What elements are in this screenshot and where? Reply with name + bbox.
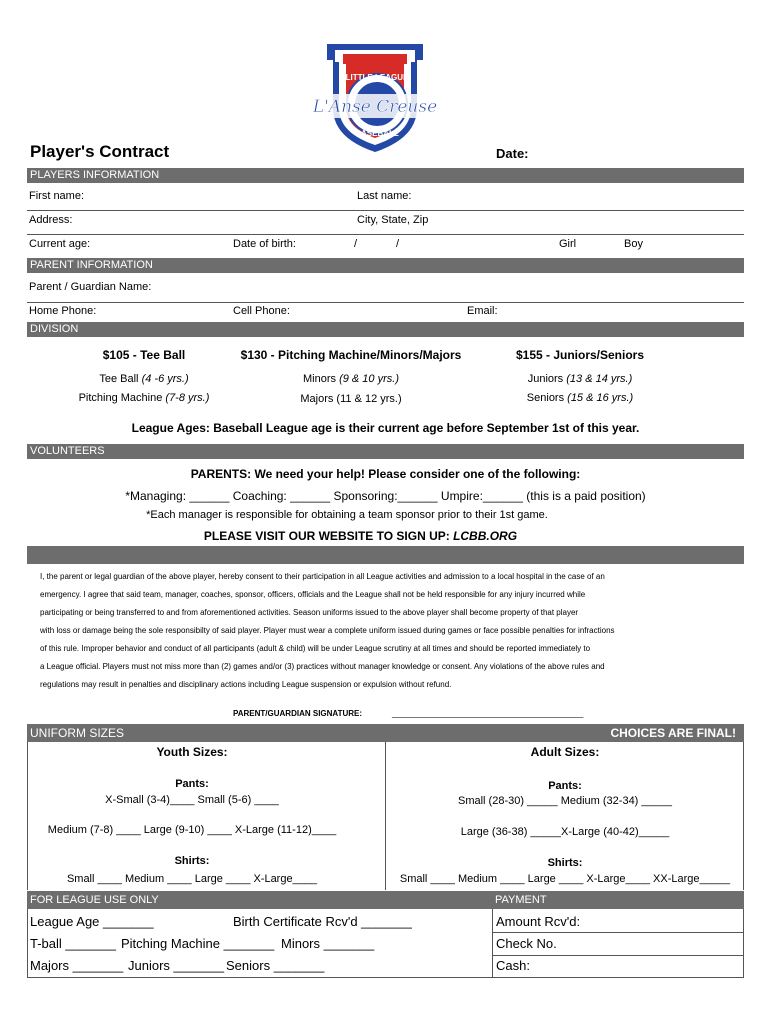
teeball-label: Tee Ball <box>99 373 142 385</box>
youth-pants-line-1[interactable]: X-Small (3-4)____ Small (5-6) ____ <box>105 794 279 806</box>
league-age-field[interactable]: League Age _______ <box>30 914 154 929</box>
youth-pants-line-2[interactable]: Medium (7-8) ____ Large (9-10) ____ X-Large (11-12)____ <box>47 824 337 836</box>
youth-pants-label: Pants: <box>175 778 209 790</box>
volunteers-section-header: VOLUNTEERS <box>27 444 744 459</box>
visit-website <box>27 529 694 543</box>
players-row-age <box>27 238 744 258</box>
players-section-header: PLAYERS INFORMATION <box>27 168 744 183</box>
payment-divider <box>492 909 493 977</box>
league-logo <box>305 38 445 156</box>
tball-field[interactable]: T-ball _______ <box>30 936 117 951</box>
city-state-zip-label: City, State, Zip <box>357 214 429 226</box>
adult-pants-line-2[interactable]: Large (36-38) _____X-Large (40-42)_____ <box>460 826 670 838</box>
seniors-label: Seniors <box>526 392 568 404</box>
payment-row-line-1 <box>492 932 743 933</box>
uniform-section-header <box>27 724 744 742</box>
volunteer-roles[interactable]: *Managing: ______ Coaching: ______ Sponsoring:______ Umpire:______ (this is a paid position) <box>125 489 646 503</box>
league-ages-note: League Ages: Baseball League age is their current age before September 1st of this year. <box>131 421 640 435</box>
check-number-field[interactable]: Check No. <box>496 936 557 951</box>
teeball-ages: (4 -6 yrs.) <box>141 373 189 385</box>
division-teeball-price: $105 - Tee Ball <box>102 348 186 362</box>
uniform-left-border <box>27 742 28 890</box>
minors-label: Minors <box>303 373 340 385</box>
date-label: Date: <box>496 146 529 161</box>
signature-line[interactable]: ___________________________________________ <box>392 709 584 718</box>
address-label: Address: <box>29 214 73 226</box>
seniors-ages: (15 & 16 yrs.) <box>567 392 634 404</box>
juniors-ages: (13 & 14 yrs.) <box>566 373 633 385</box>
pitching-machine-field[interactable]: Pitching Machine _______ <box>121 936 275 951</box>
division-majors-line: Majors (11 & 12 yrs.) <box>300 393 402 405</box>
last-name-label: Last name: <box>357 190 412 202</box>
email-label: Email: <box>467 305 498 317</box>
cash-field[interactable]: Cash: <box>496 958 530 973</box>
adult-shirts-label: Shirts: <box>547 857 583 869</box>
current-age-label: Current age: <box>29 238 91 250</box>
amount-received-field[interactable]: Amount Rcv'd: <box>496 914 581 929</box>
consent-line: with loss or damage being the sole responsibilty of said player. Player must wear a complete uniform issued during games or face possible penalties for infractions <box>40 626 615 635</box>
minors-ages: (9 & 10 yrs.) <box>339 373 399 385</box>
first-name-label: First name: <box>29 190 85 202</box>
seniors-field[interactable]: Seniors _______ <box>226 958 325 973</box>
guardian-name-label: Parent / Guardian Name: <box>29 281 152 293</box>
manager-note: *Each manager is responsible for obtaining a team sponsor prior to their 1st game. <box>146 509 548 521</box>
consent-line: of this rule. Improper behavior and conduct of all participants (adult & child) will be under League scrutiny at all times and should be reported immediately to <box>40 644 591 653</box>
consent-line: a League official. Players must not miss more than (2) games and/or (3) practices without manager knowledge or consent. Any violations of the above rules and <box>40 662 605 671</box>
division-minors-price: $130 - Pitching Machine/Minors/Majors <box>240 348 462 362</box>
parent-row-phones <box>27 305 744 323</box>
league-use-section-header <box>27 891 744 909</box>
consent-line: regulations may result in penalties and disciplinary actions including League suspension or expulsion without refund. <box>40 680 452 689</box>
visit-website-label: PLEASE VISIT OUR WEBSITE TO SIGN UP: <box>203 529 454 543</box>
players-row-name <box>27 190 744 211</box>
adult-pants-label: Pants: <box>548 780 582 792</box>
division-teeball-line <box>44 373 244 385</box>
page-title: Player's Contract <box>30 142 170 161</box>
girl-option[interactable]: Girl <box>559 238 577 250</box>
payment-title: PAYMENT <box>495 894 547 906</box>
pitching-ages: (7-8 yrs.) <box>165 392 210 404</box>
uniform-section-title: UNIFORM SIZES <box>30 726 125 740</box>
website-link[interactable]: LCBB.ORG <box>453 529 518 543</box>
dob-slash-2: / <box>396 238 400 250</box>
dob-slash-1: / <box>354 238 358 250</box>
home-phone-label: Home Phone: <box>29 305 97 317</box>
youth-shirts-label: Shirts: <box>174 855 210 867</box>
adult-shirts-line[interactable]: Small ____ Medium ____ Large ____ X-Large____ XX-Large_____ <box>399 873 731 885</box>
choices-final-note: CHOICES ARE FINAL! <box>610 726 736 740</box>
minors-field[interactable]: Minors _______ <box>281 936 375 951</box>
division-juniors-line <box>480 373 680 385</box>
league-use-title: FOR LEAGUE USE ONLY <box>30 894 159 906</box>
division-minors-line <box>226 373 476 385</box>
league-left-border <box>27 909 28 977</box>
consent-line: emergency. I agree that said team, manager, coaches, sponsor, officers, officials and the League shall not be held responsible for any injury incurred while <box>40 590 586 599</box>
majors-field[interactable]: Majors _______ <box>30 958 124 973</box>
parent-section-header: PARENT INFORMATION <box>27 258 744 273</box>
adult-sizes-title: Adult Sizes: <box>530 745 600 759</box>
boy-option[interactable]: Boy <box>624 238 643 250</box>
pitching-label: Pitching Machine <box>78 392 166 404</box>
division-seniors-line <box>480 392 680 404</box>
consent-text <box>40 568 740 694</box>
league-bottom-line <box>27 977 744 978</box>
league-right-border <box>743 909 744 977</box>
parent-row-name <box>27 281 744 303</box>
consent-section-bar <box>27 546 744 564</box>
birth-cert-field[interactable]: Birth Certificate Rcv'd _______ <box>233 914 412 929</box>
logo-script: L'Anse Creuse <box>312 97 438 117</box>
youth-shirts-line[interactable]: Small ____ Medium ____ Large ____ X-Large____ <box>66 873 318 885</box>
division-section-header: DIVISION <box>27 322 744 337</box>
juniors-label: Juniors <box>527 373 567 385</box>
division-juniors-price: $155 - Juniors/Seniors <box>515 348 645 362</box>
consent-line: I, the parent or legal guardian of the above player, hereby consent to their participation in all League activities and admission to a local hospital in the case of an <box>40 572 605 581</box>
division-pitching-line <box>44 392 244 404</box>
juniors-field[interactable]: Juniors _______ <box>128 958 225 973</box>
volunteers-heading: PARENTS: We need your help! Please consider one of the following: <box>190 467 581 481</box>
logo-bottom-text: BASEBALL <box>355 129 399 138</box>
signature-label: PARENT/GUARDIAN SIGNATURE: <box>233 709 363 718</box>
payment-row-line-2 <box>492 955 743 956</box>
adult-pants-line-1[interactable]: Small (28-30) _____ Medium (32-34) _____ <box>457 795 672 807</box>
dob-label: Date of birth: <box>233 238 296 250</box>
youth-sizes-title: Youth Sizes: <box>156 745 228 759</box>
logo-top-text: LITTLE LEAGUE <box>345 73 409 82</box>
cell-phone-label: Cell Phone: <box>233 305 290 317</box>
consent-line: participating or being transferred to and from aforementioned activities. Season uniforms issued to the above player shall become property of that player <box>40 608 579 617</box>
players-row-address <box>27 214 744 235</box>
